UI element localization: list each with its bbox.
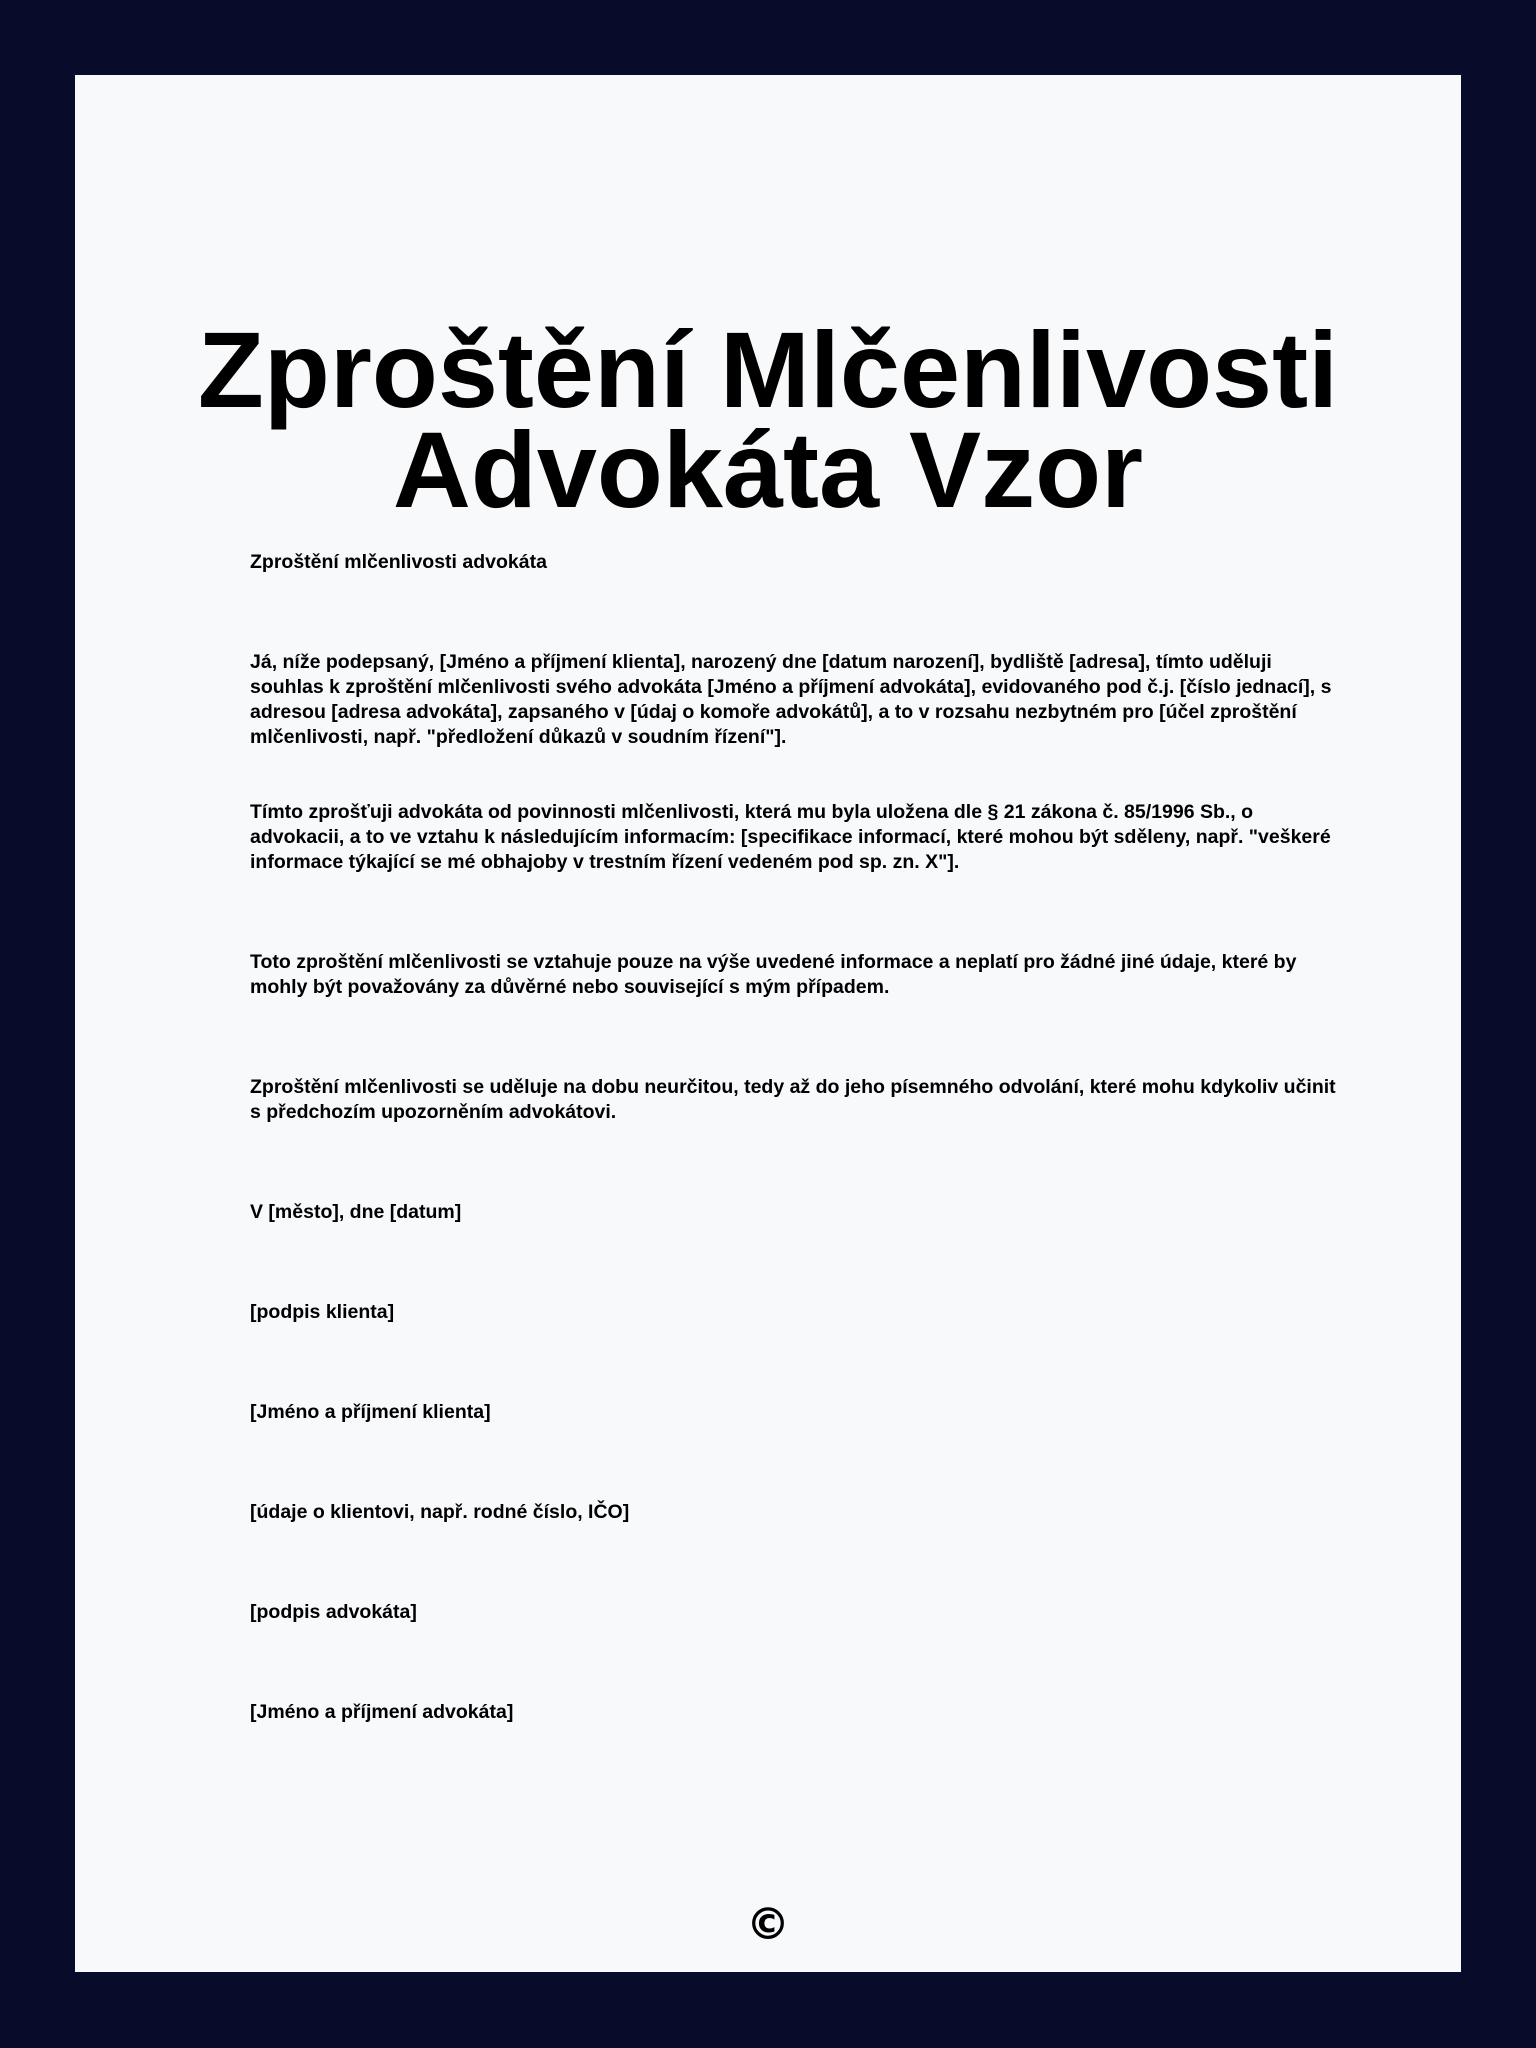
- paragraph-duration: Zproštění mlčenlivosti se uděluje na dobu neurčitou, tedy až do jeho písemného odvolání, které mohu kdykoliv učinit s předchozím upozorněním advokátovi.: [250, 1076, 1336, 1123]
- paragraph-scope: Toto zproštění mlčenlivosti se vztahuje pouze na výše uvedené informace a neplatí pro žádné jiné údaje, které by mohly být považovány za důvěrné nebo související s mým případem.: [250, 951, 1297, 998]
- copyright-icon: ©: [746, 1899, 790, 1950]
- document-title: [75, 309, 1461, 530]
- client-name-line: [Jméno a příjmení klienta]: [250, 1401, 491, 1423]
- document-title-line-1: Zproštění Mlčenlivosti: [197, 309, 1339, 430]
- paragraph-consent: Já, níže podepsaný, [Jméno a příjmení klienta], narozený dne [datum narození], bydliště [adresa], tímto uděluji souhlas k zproštění mlčenlivosti svého advokáta [Jméno a příjmení advokáta], evidovaného pod č.j. [číslo jednací], s adresou [adresa advokáta], zapsaného v [údaj o komoře advokátů], a to v rozsahu nezbytném pro [účel zproštění mlčenlivosti, např. "předložení důkazů v soudním řízení"].: [250, 651, 1332, 748]
- client-signature-line: [podpis klienta]: [250, 1301, 395, 1323]
- document-page: [75, 75, 1461, 1972]
- document-title-line-2: Advokáta Vzor: [392, 409, 1144, 530]
- paragraph-release: Tímto zprošťuji advokáta od povinnosti mlčenlivosti, která mu byla uložena dle § 21 zákona č. 85/1996 Sb., o advokacii, a to ve vztahu k následujícím informacím: [specifikace informací, které mohou být sděleny, např. "veškeré informace týkající se mé obhajoby v trestním řízení vedeném pod sp. zn. X"].: [250, 801, 1331, 873]
- client-details-line: [údaje o klientovi, např. rodné číslo, IČO]: [250, 1501, 630, 1523]
- lawyer-name-line: [Jméno a příjmení advokáta]: [250, 1701, 514, 1723]
- lawyer-signature-line: [podpis advokáta]: [250, 1601, 417, 1623]
- document-heading: Zproštění mlčenlivosti advokáta: [250, 551, 547, 573]
- place-date-line: V [město], dne [datum]: [250, 1201, 462, 1223]
